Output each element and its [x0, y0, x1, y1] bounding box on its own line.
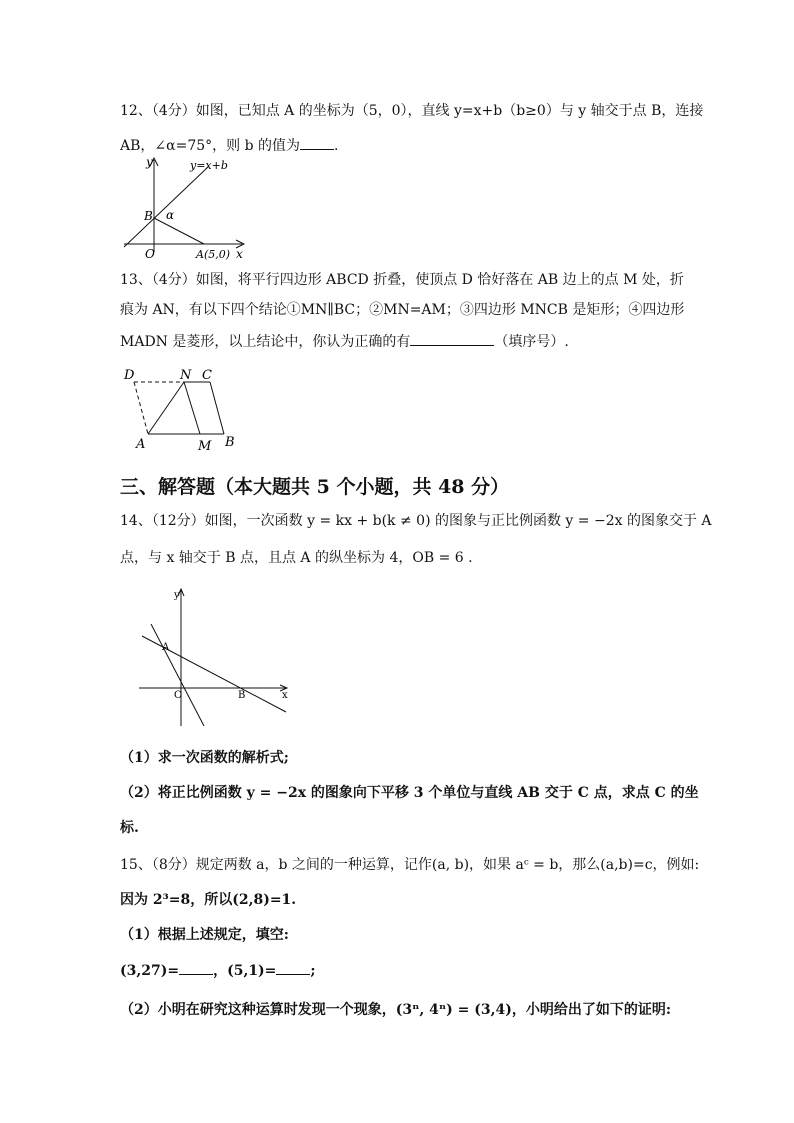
- q13-segment-nm: [184, 382, 200, 434]
- q15-line1: 15、（8分）规定两数 a，b 之间的一种运算，记作(a, b)，如果 aᶜ = b，那么(a,b)=c，例如:: [120, 857, 700, 873]
- q12-y-label: y: [146, 155, 153, 169]
- q12-figure: [114, 152, 254, 264]
- q14-b-label: B: [238, 690, 246, 701]
- q12-answer-blank[interactable]: [300, 137, 334, 150]
- q12-line2-text: AB，∠α=75°，则 b 的值为: [120, 138, 300, 154]
- q13-n-label: N: [180, 368, 192, 383]
- q14-part2-line1: （2）将正比例函数 y = −2x 的图象向下平移 3 个单位与直线 AB 交于 C 点，求点 C 的坐: [120, 785, 699, 801]
- q13-figure: [118, 362, 244, 454]
- q13-line1: 13、（4分）如图，将平行四边形 ABCD 折叠，使顶点 D 恰好落在 AB 边上的点 M 处，折: [120, 272, 684, 288]
- q12-line1: 12、（4分）如图，已知点 A 的坐标为（5，0），直线 y=x+b（b≥0）与 y 轴交于点 B，连接: [120, 103, 704, 119]
- q15-fill-end: ;: [310, 963, 316, 979]
- q13-line2: 痕为 AN，有以下四个结论①MN∥BC；②MN=AM；③四边形 MNCB 是矩形；④四边形: [120, 302, 685, 318]
- q13-line3: [120, 333, 569, 349]
- q12-line-yxb: [124, 167, 208, 247]
- q14-part2-line2: 标.: [120, 820, 139, 836]
- q12-line-label: y=x+b: [190, 159, 228, 172]
- q15-fill-sep: ，(5,1)=: [213, 963, 277, 979]
- q13-line3-text: MADN 是菱形，以上结论中，你认为正确的有: [120, 334, 411, 350]
- q12-segment-ab: [154, 218, 204, 244]
- q12-a-label: A(5,0): [196, 248, 231, 261]
- q13-c-label: C: [202, 368, 212, 383]
- section-heading: 三、解答题（本大题共 5 个小题，共 48 分）: [120, 476, 510, 498]
- q14-line2: 点，与 x 轴交于 B 点，且点 A 的纵坐标为 4，OB = 6 .: [120, 550, 473, 566]
- q13-answer-blank[interactable]: [410, 333, 494, 346]
- q12-line2-end: .: [334, 138, 339, 154]
- q14-line1: 14、（12分）如图，一次函数 y = kx + b(k ≠ 0) 的图象与正比例函数 y = −2x 的图象交于 A: [120, 513, 712, 529]
- q14-a-label: A: [162, 642, 170, 653]
- q13-d-label: D: [124, 368, 135, 383]
- q15-fill-line: [120, 962, 316, 978]
- q14-figure: [136, 584, 296, 730]
- q14-line-proportional: [151, 624, 204, 726]
- q12-b-label: B: [144, 209, 153, 223]
- q13-b-label: B: [225, 435, 235, 450]
- q12-line2: [120, 137, 338, 153]
- q13-a-label: A: [136, 437, 146, 452]
- q13-line3-end: （填序号）.: [494, 334, 569, 350]
- q13-segment-an: [148, 382, 184, 434]
- q15-part2: （2）小明在研究这种运算时发现一个现象，(3ⁿ, 4ⁿ) = (3,4)，小明给出了如下的证明:: [120, 1002, 672, 1018]
- q14-part1: （1）求一次函数的解析式;: [120, 750, 289, 766]
- q15-blank-a[interactable]: [179, 962, 213, 975]
- q15-part1: （1）根据上述规定，填空:: [120, 927, 289, 943]
- q13-segment-cb: [210, 382, 224, 434]
- q14-o-label: O: [174, 690, 183, 701]
- q12-alpha-label: α: [166, 208, 175, 222]
- q13-dashed-da: [134, 382, 148, 434]
- q12-o-label: O: [145, 247, 155, 261]
- q14-x-label: x: [282, 690, 288, 701]
- q15-blank-b[interactable]: [276, 962, 310, 975]
- q13-m-label: M: [198, 439, 212, 454]
- q15-line2: 因为 2³=8，所以(2,8)=1.: [120, 892, 297, 908]
- q12-x-label: x: [236, 247, 243, 261]
- q14-y-label: y: [174, 590, 180, 601]
- q15-fill-a-label: (3,27)=: [120, 963, 180, 979]
